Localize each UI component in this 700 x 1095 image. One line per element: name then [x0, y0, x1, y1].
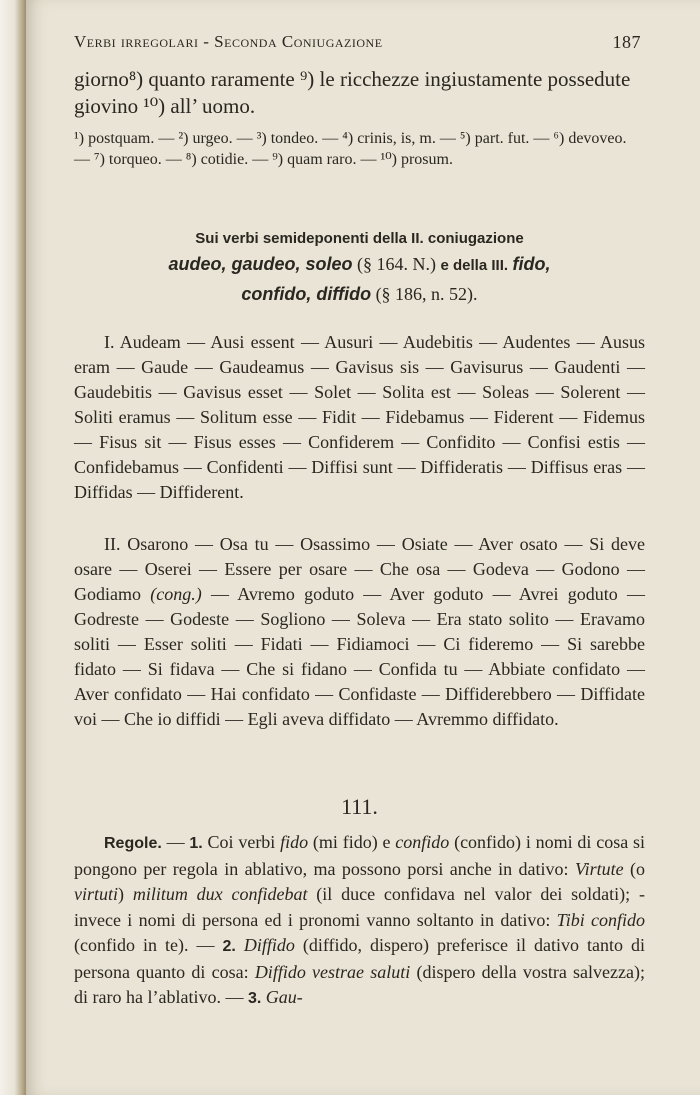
- rule-3-number: 3.: [247, 990, 262, 1007]
- rule-1-text-b: (mi fido) e: [308, 832, 396, 852]
- rule-1-fido: fido: [280, 832, 309, 852]
- heading-ref-2: (§ 186, n. 52).: [375, 284, 478, 304]
- rule-2-diffido: Diffido: [243, 935, 295, 955]
- book-gutter: [0, 0, 26, 1095]
- heading-line-2: [74, 250, 645, 280]
- heading-line-3: [74, 280, 645, 308]
- rules-label: Regole.: [104, 835, 162, 852]
- rule-1-text-e: ): [118, 884, 133, 904]
- exercise-2-part-b: — Avremo goduto — Aver goduto — Avrei goduto — Godreste — Godeste — Sogliono — Soleva — Era stato solito — Eravamo soliti — Esser soliti — Fidati — Fidiamoci — Ci fideremo — Si sarebbe fidato — Si fidava — Che si fidano — Confida tu — Abbiate confidato — Aver confidato — Hai confidato — Confidaste — Diffiderebbero — Diffidate voi — Che io diffidi — Egli aveva diffidato — Avremmo diffidato.: [74, 584, 645, 729]
- heading-verbs-1: audeo, gaudeo, soleo: [168, 254, 353, 274]
- heading-verbs-2: fido,: [512, 254, 551, 274]
- section-number: 111.: [341, 794, 378, 819]
- section-heading: [74, 228, 645, 308]
- rule-1-text-d: (o: [623, 858, 645, 879]
- rule-1-confido: confido: [395, 832, 450, 852]
- rule-1-text-a: Coi verbi: [202, 832, 281, 852]
- exercise-1: I. Audeam — Ausi essent — Ausuri — Audebitis — Audentes — Ausus eram — Gaude — Gaudeamus — Gavisus sis — Gavisurus — Gaudenti — Gaudebitis — Gavisus esset — Solet — Solita est — Soleas — Solerent — Soliti eramus — Solitum esse — Fidit — Fidebamus — Fiderent — Fidemus — Fisus sit — Fisus esses — Confiderem — Confidito — Confisi estis — Confidebamus — Confidenti — Diffisi sunt — Diffideratis — Diffisus eras — Diffidas — Diffiderent.: [74, 332, 645, 502]
- heading-mid: e della III.: [440, 257, 509, 274]
- rule-2-text-a: [236, 935, 244, 955]
- rule-2-example: Diffido vestrae saluti: [254, 961, 411, 982]
- running-head: [74, 32, 645, 52]
- exercise-2: [74, 532, 645, 732]
- rule-1-example-1: Virtute: [574, 858, 624, 879]
- rule-2-number: 2.: [222, 938, 236, 955]
- rule-1-text-c: (confido) i nomi di cosa si pongono per regola in ablativo, ma possono porsi anche in dativo:: [74, 832, 646, 879]
- rule-1-example-4: Tibi confido: [556, 909, 645, 930]
- heading-ref-1: (§ 164. N.): [357, 254, 436, 274]
- paragraph-top: giorno⁸) quanto raramente ⁹) le ricchezze ingiustamente possedute giovino ¹⁰) all’ uomo.: [74, 67, 631, 118]
- rule-1-example-2: virtuti: [74, 884, 118, 904]
- heading-verbs-3: confido, diffido: [241, 284, 372, 304]
- page-number: 187: [612, 32, 641, 52]
- heading-line-1: Sui verbi semideponenti della II. coniugazione: [195, 230, 524, 247]
- footnotes: ¹) postquam. — ²) urgeo. — ³) tondeo. — ⁴) crinis, is, m. — ⁵) part. fut. — ⁶) devoveo. — ⁷) torqueo. — ⁸) cotidie. — ⁹) quam raro. — ¹⁰) prosum.: [74, 130, 627, 168]
- rule-3-gau: Gau-: [265, 987, 303, 1007]
- rules-paragraph: Regole. — 1. Coi verbi fido (mi fido) e confido (confido) i nomi di cosa si pongono per regola in ablativo, ma possono porsi anche in dativo: Virtute (o virtuti) militum dux confidebat (il duce confidava nel valor dei soldati); - invece i nomi di persona ed i pronomi vanno soltanto in dativo: Tibi confido (confido in te). — 2. Diffido (diffido, dispero) preferisce il dativo tanto di persona quanto di cosa: Diffido vestrae saluti (dispero della vostra salvezza); di raro ha l’ablativo. — 3. Gau-: [74, 832, 646, 1007]
- rule-1-example-3: militum dux confidebat: [132, 884, 308, 904]
- rule-1-text-g: (confido in te). —: [74, 935, 223, 955]
- exercise-2-italic: (cong.): [150, 584, 202, 604]
- rule-2-text-b: (diffido, dispero) preferisce il dativo tanto di persona quanto di cosa:: [74, 935, 646, 982]
- rule-1-number: 1.: [189, 835, 203, 852]
- rule-1-text-f: (il duce confidava nel valor dei soldati); - invece i nomi di persona ed i pronomi vanno soltanto in dativo:: [74, 884, 645, 930]
- rule-2-text-c: (dispero della vostra salvezza); di raro ha l’ablativo. —: [74, 961, 645, 1007]
- exercise-2-part-a: II. Osarono — Osa tu — Osassimo — Osiate — Aver osato — Si deve osare — Oserei — Essere per osare — Che osa — Godeva — Godono — Godiamo: [74, 534, 645, 604]
- running-head-title: Verbi irregolari - Seconda Coniugazione: [74, 32, 383, 51]
